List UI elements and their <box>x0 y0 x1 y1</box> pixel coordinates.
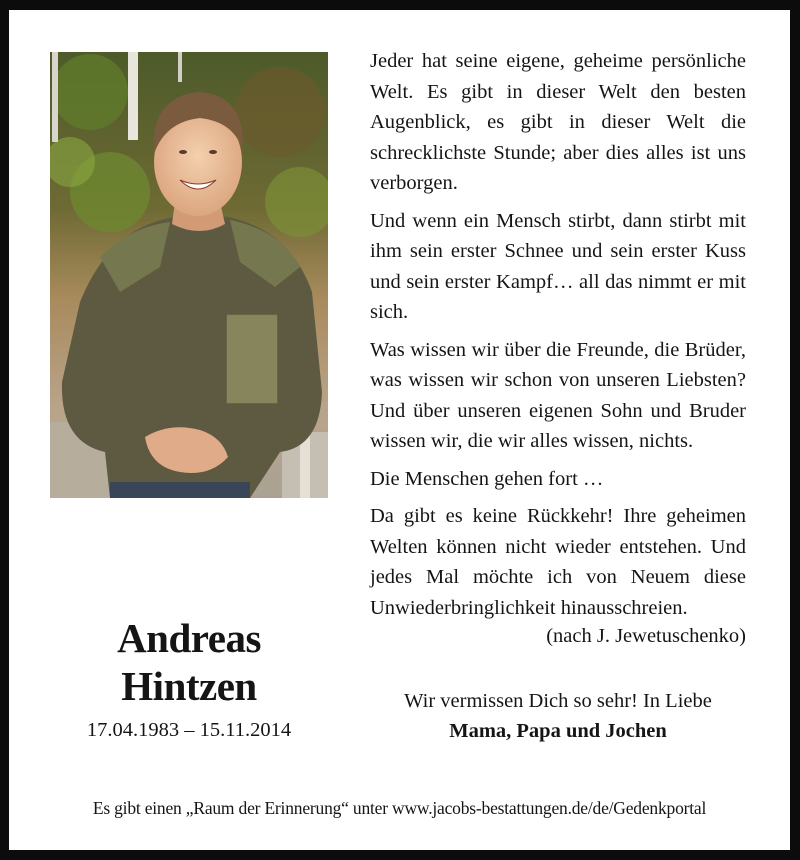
poem <box>370 46 746 659</box>
memorial-portal-notice: Es gibt einen „Raum der Erinnerung“ unter www.jacobs-bestattungen.de/de/Gedenkportal <box>92 798 707 818</box>
poem-stanza: Und wenn ein Mensch stirbt, dann stirbt mit ihm sein erster Schnee und sein erster Kuss und sein erster Kampf… all das nimmt er mit sich. <box>370 209 746 323</box>
deceased-name <box>50 614 328 710</box>
closing-message <box>370 686 746 746</box>
poem-stanza: Jeder hat seine eigene, geheime persönliche Welt. Es gibt in dieser Welt den besten Augenblick, es gibt in dieser Welt die schrecklichste Stunde; aber dies alles ist uns verborgen. <box>370 50 746 194</box>
life-dates: 17.04.1983 – 15.11.2014 <box>86 719 292 741</box>
poem-stanza: Was wissen wir über die Freunde, die Brüder, was wissen wir schon von unseren Liebsten? Und über unseren eigenen Sohn und Bruder wissen wir, die wir alles wissen, nichts. <box>370 338 746 452</box>
first-name: Andreas <box>117 615 261 661</box>
obituary-card <box>9 10 790 850</box>
closing-text: Wir vermissen Dich so sehr! In Liebe <box>404 690 712 712</box>
signers: Mama, Papa und Jochen <box>449 720 667 742</box>
portrait-photo <box>50 52 328 498</box>
poem-stanza: Die Menschen gehen fort … <box>370 467 604 490</box>
portrait-image <box>50 52 328 498</box>
poem-attribution: (nach J. Jewetuschenko) <box>546 625 746 647</box>
poem-stanza: Da gibt es keine Rückkehr! Ihre geheimen Welten können nicht wieder entstehen. Und jedes Mal möchte ich von Neuem diese Unwiederbringlichkeit hinausschreien. <box>370 505 746 619</box>
last-name: Hintzen <box>121 663 257 709</box>
